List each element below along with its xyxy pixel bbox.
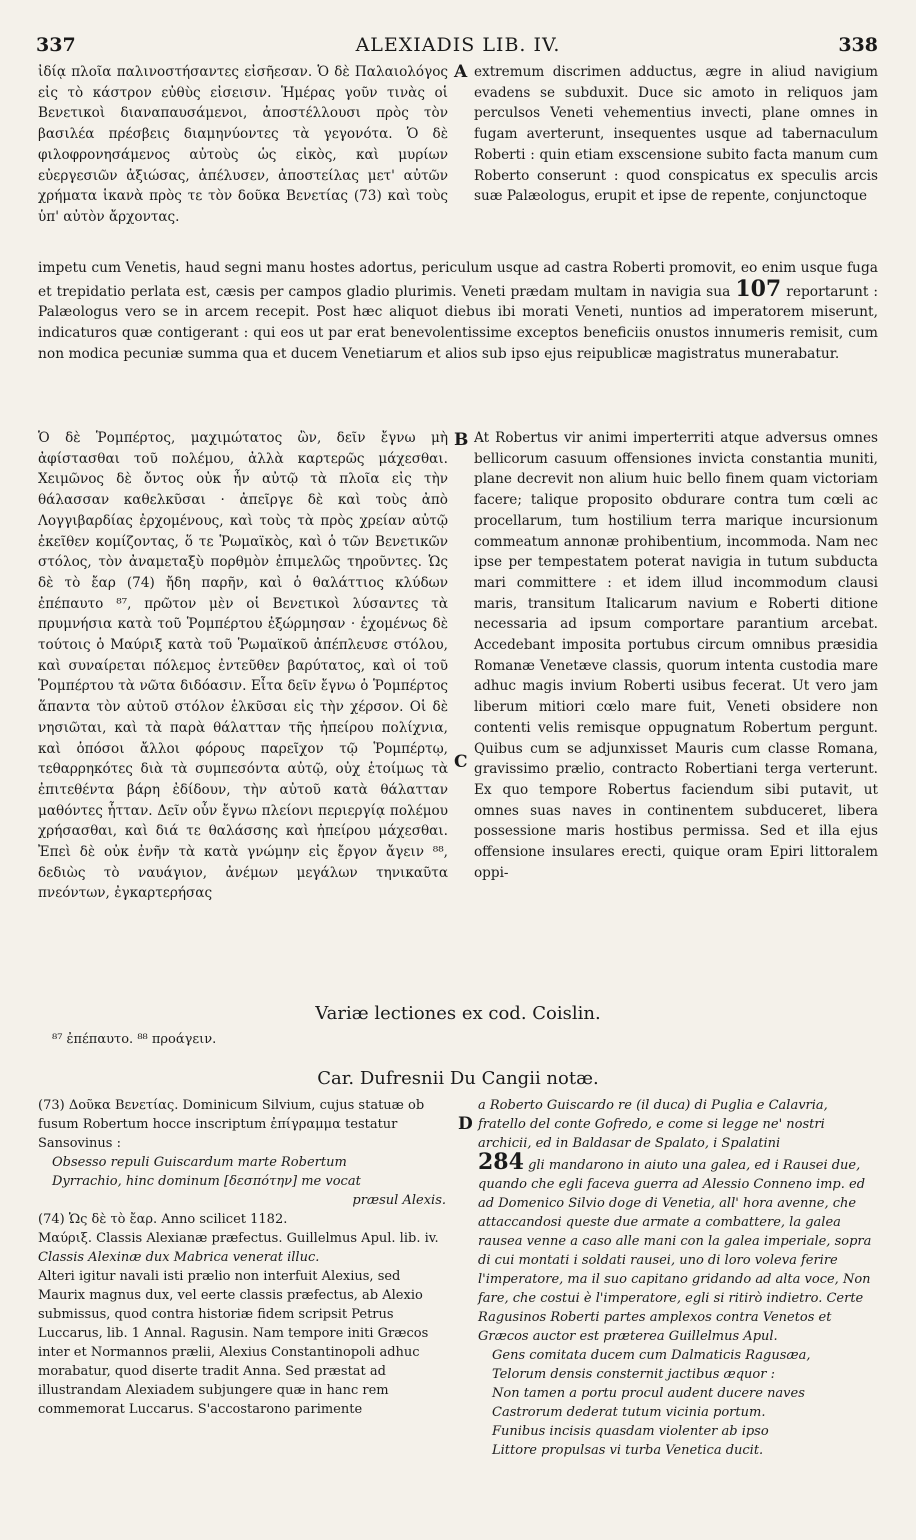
greek-column-top: [38, 62, 448, 228]
latin-column-middle: [474, 428, 878, 883]
notes-title: Car. Dufresnii Du Cangii notæ.: [317, 1068, 599, 1089]
epigram-line: præsul Alexis.: [352, 1193, 446, 1208]
note-paragraph: Alteri igitur navali isti prælio non interfuit Alexius, sed Maurix magnus dux, vel eerte classis præfectus, ab Alexio submissus, quod contra historiæ fidem scripsit Petrus Luccarus, lib. 1 Annal. Ragusin. Nam tempore initi Græcos inter et Normannos prælii, Alexius Constantinopoli adhuc morabatur, quod diserte tradit Anna. Sed præstat ad illustrandam Alexiadem subjungere quæ in hanc rem commemorat Luccarus. S'accostarono parimente: [38, 1269, 429, 1417]
latin-paragraph: extremum discrimen adductus, ægre in aliud navigium evadens se subduxit. Duce sic amoto in reliquos jam perculsos Veneti vehementius invecti, plane omnes in fugam averterunt, insequentes usque ad tabernaculum Roberti : quin etiam exscensione subito facta manum cum Roberto conserunt : quod conspicatus ex speculis arcis suæ Palæologus, erupit et ipse de repente, conjunctoque: [474, 64, 878, 205]
latin-continuation-part-2: reportarunt : Palæologus vero se in arcem recepit. Post hæc aliquot diebus ibi morati Veneti, nuntios ad imperatorem miserunt, indicaturos quæ contigerant : qui eos ut par erat benevolentissime exceptos beneficiis onustos innumeris remisit, cum non modica pecuniæ summa qua et ducem Venetiarum et alios sub ipso ejus reipublicæ magistratus munerabatur.: [38, 283, 879, 362]
running-title: ALEXIADIS LIB. IV.: [355, 34, 561, 56]
greek-column-middle: [38, 428, 448, 904]
margin-letter-c: C: [454, 752, 468, 772]
verse-line: Telorum densis consternit jactibus æquor :: [492, 1367, 775, 1382]
latin-continuation: [38, 258, 878, 365]
luccarus-quote-1: a Roberto Guiscardo re (il duca) di Puglia e Calavria, fratello del conte Gofredo, e come si legge ne' nostri archicii, ed in Baldasar de Spalato, i Spalatini: [478, 1098, 828, 1151]
notes-left-column: [38, 1096, 446, 1419]
verse-line: Littore propulsas vi turba Venetica ducit.: [492, 1443, 764, 1458]
page-number-right: 338: [838, 34, 878, 56]
margin-number-107: 107: [735, 275, 782, 302]
variae-lectiones-text: ⁸⁷ ἐπέπαυτο. ⁸⁸ προάγειν.: [52, 1032, 217, 1047]
note-verse: Classis Alexinæ dux Mabrica venerat illuc.: [38, 1250, 320, 1265]
margin-letter-b: B: [454, 430, 469, 450]
verse-line: Funibus incisis quasdam violenter ab ipso: [492, 1424, 769, 1439]
luccarus-quote-2: [478, 1149, 878, 1346]
luccarus-quote-2-text: gli mandarono in aiuto una galea, ed i Rausei due, quando che egli faceva guerra ad Alessio Conneno imp. ed ad Domenico Silvio doge di Venetia, all' hora avenne, che attaccandosi queste due armate a combattere, la galea rausea venne a caso alle mani con la galea imperiale, sopra di cui montati i soldati rausei, uno di loro voleva ferire l'imperatore, ma il suo capitano gridando ad alta voce, Non fare, che costui è l'imperatore, egli si ritirò indietro. Certe Ragusinos Roberti partes amplexos contra Venetos et Græcos auctor est præterea Guillelmus Apul.: [478, 1158, 872, 1344]
greek-paragraph: ἰδίᾳ πλοῖα παλινοστήσαντες εἰσῆεσαν. Ὁ δὲ Παλαιολόγος εἰς τὸ κάστρον εὐθὺς εἰσεισιν. Ἡμέρας γοῦν τινὰς οἱ Βενετικοὶ διαναπαυσάμενοι, ἀποστέλλουσι πρὸς τὸν βασιλέα πρέσβεις διαμηνύοντες τὰ γεγονότα. Ὁ δὲ φιλοφρονησάμενος αὐτοὺς ὡς εἰκὸς, καὶ μυρίων εὐεργεσιῶν ἀξιώσας, ἀπέλυσεν, ἀποστείλας μετ' αὐτῶν χρήματα ἱκανὰ πρὸς τε τὸν δοῦκα Βενετίας (73) καὶ τοὺς ὑπ' αὐτὸν ἄρχοντας.: [38, 64, 448, 225]
margin-letter-d: D: [458, 1114, 473, 1134]
latin-paragraph: At Robertus vir animi imperterriti atque adversus omnes bellicorum casuum offensiones invicta constantia muniti, plane decrevit non alium huic bello finem quam victoriam facere; talique proposito obdurare contra tum cœli ac procellarum, tum hostilium terra marique incursionum commeatum annonæ prohibentium, incommoda. Nam nec ipse per tempestatem poterat navigia in tutum subducta mari committere : et idem illud incommodum clausi maris, transitum Italicarum navium e Roberti ditione necessaria ad ipsum comportare parantium arcebat. Accedebant imposita portubus circum omnibus præsidia Romanæ Venetæve classis, quorum intenta custodia mare adhuc magis invium Roberti usibus fecerat. Ut vero jam liberum mitiori cœlo mare fuit, Veneti obsidere non contenti velis remisque oppugnatum Robertum pergunt. Quibus cum se adjunxisset Mauris cum classe Romana, gravissimo prælio, contracto Robertiani terga verterunt. Ex quo tempore Robertus faciendum sibi putavit, ut omnes suas naves in continentem subduceret, libera possessione maris hostibus permissa. Sed et illa ejus offensione insulares erecti, quique oram Epiri littoralem oppi-: [474, 430, 878, 881]
notes-right-column: [478, 1096, 878, 1460]
note-74: (74) Ὡς δὲ τὸ ἔαρ. Anno scilicet 1182.: [38, 1212, 288, 1227]
latin-column-top: [474, 62, 878, 207]
margin-letter-a: A: [454, 62, 468, 82]
note-mauris: Μαύριξ. Classis Alexianæ præfectus. Guillelmus Apul. lib. iv.: [38, 1231, 439, 1246]
epigram-line: Dyrrachio, hinc dominum [δεσπότην] me vocat: [52, 1174, 361, 1189]
verse-line: Castrorum dederat tutum vicinia portum.: [492, 1405, 766, 1420]
greek-paragraph: Ὁ δὲ Ῥομπέρτος, μαχιμώτατος ὢν, δεῖν ἔγνω μὴ ἀφίστασθαι τοῦ πολέμου, ἀλλὰ καρτερῶς μάχεσθαι. Χειμῶνος δὲ ὄντος οὐκ ἦν αὐτῷ τὰ πλοῖα εἰς τὴν θάλασσαν καθελκῦσαι · ἀπεῖργε δὲ καὶ τοὺς ἀπὸ Λογγιβαρδίας ἐρχομένους, καὶ τοὺς τὰ πρὸς χρείαν αὐτῷ ἐκεῖθεν κομίζοντας, ὅ τε Ῥωμαϊκὸς, καὶ ὁ τῶν Βενετικῶν στόλος, τὸν ἀναμεταξὺ πορθμὸν ἐπιμελῶς τηροῦντες. Ὡς δὲ τὸ ἔαρ (74) ἤδη παρῆν, καὶ ὁ θαλάττιος κλύδων ἐπέπαυτο ⁸⁷, πρῶτον μὲν οἱ Βενετικοὶ λύσαντες τὰ πρυμνήσια κατὰ τοῦ Ῥομπέρτου ἐξώρμησαν · ἑχομένως δὲ τούτοις ὁ Μαύριξ κατὰ τοῦ Ῥωμαϊκοῦ ἀπέπλευσε στόλου, καὶ συναίρεται πόλεμος ἐντεῦθεν βαρύτατος, καὶ οἱ τοῦ Ῥομπέρτου τὰ νῶτα διδόασιν. Εἶτα δεῖν ἔγνω ὁ Ῥομπέρτος ἅπαντα τὸν αὐτοῦ στόλον ἑλκῦσαι εἰς τὴν χέρσον. Οἱ δὲ νησιῶται, καὶ τὰ παρὰ θάλατταν τῆς ἠπείρου πολίχνια, καὶ ὁπόσοι ἄλλοι φόρους παρεῖχον τῷ Ῥομπέρτῳ, τεθαρρηκότες διὰ τὰ συμπεσόντα αὐτῷ, οὐχ ἑτοίμως τὰ ἐπιτεθέντα βάρη ἐδίδουν, τὴν αὐτοῦ κατὰ θάλατταν μαθόντες ἧτταν. Δεῖν οὖν ἔγνω πλείονι περιεργίᾳ πολέμου χρήσασθαι, καὶ διά τε θαλάσσης καὶ ἠπείρου μάχεσθαι. Ἐπεὶ δὲ οὐκ ἐνῆν τὰ κατὰ γνώμην εἰς ἔργον ἄγειν ⁸⁸, δεδιὼς τὸ ναυάγιον, ἀνέμων μεγάλων τηνικαῦτα πνεόντων, ἐγκαρτερήσας: [38, 430, 448, 902]
verse-line: Gens comitata ducem cum Dalmaticis Ragusæa,: [492, 1348, 811, 1363]
epigram-line: Obsesso repuli Guiscardum marte Robertum: [52, 1155, 347, 1170]
margin-number-284: 284: [478, 1149, 524, 1175]
note-73: (73) Δοῦκα Βενετίας. Dominicum Silvium, cujus statuæ ob fusum Robertum hocce inscriptum ἐπίγραμμα testatur Sansovinus :: [38, 1098, 425, 1151]
variae-lectiones-title: Variæ lectiones ex cod. Coislin.: [315, 1003, 601, 1024]
verse-line: Non tamen a portu procul audent ducere naves: [492, 1386, 805, 1401]
page-number-left: 337: [36, 34, 76, 56]
latin-continuation-part-1: impetu cum Venetis, haud segni manu hostes adortus, periculum usque ad castra Roberti promovit, eo enim usque fuga et trepidatio perlata est, cæsis per campos gladio plurimis. Veneti prædam multam in navigia sua: [38, 260, 878, 300]
latin-full-width: [38, 258, 878, 365]
